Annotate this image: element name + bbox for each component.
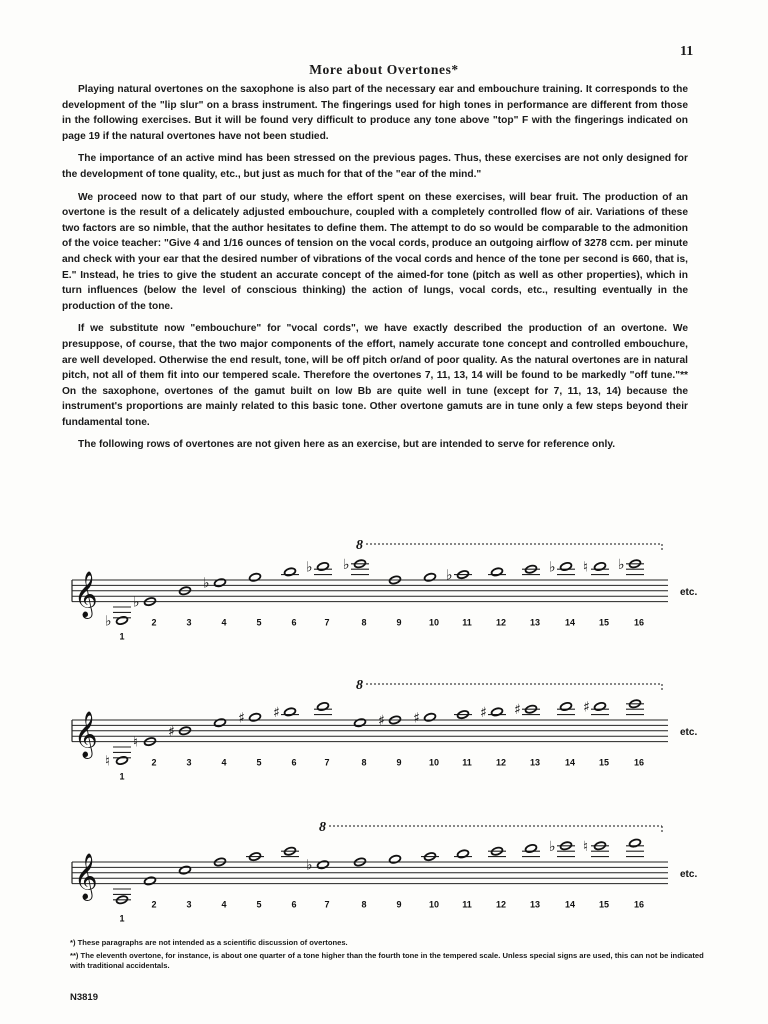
overtone-number: 14: [564, 899, 576, 910]
overtone-number: 9: [396, 899, 402, 910]
overtone-staff-3: [60, 814, 740, 924]
overtone-number: 7: [324, 899, 330, 910]
overtone-number: 16: [633, 899, 645, 910]
whole-note: [317, 562, 330, 572]
overtone-number: 11: [462, 899, 472, 910]
overtone-number: 11: [462, 617, 472, 628]
overtone-number: 8: [361, 757, 367, 768]
overtone-number: 10: [428, 617, 440, 628]
overtone-number: 16: [633, 617, 645, 628]
overtone-number: 11: [462, 757, 472, 768]
overtone-number: 2: [151, 617, 157, 628]
accidental-sharp-icon: ♯: [273, 704, 280, 721]
overtone-number: 12: [495, 617, 507, 628]
overtone-number: 2: [151, 899, 157, 910]
paragraph-2: The importance of an active mind has been stressed on the previous pages. Thus, these exercises are not only designed for the development of tone quality, etc., but just as much for that of the "ear of the mind.": [62, 153, 688, 180]
overtone-number: 15: [598, 899, 610, 910]
body-text: [62, 82, 688, 460]
overtone-number: 7: [324, 757, 330, 768]
accidental-sharp-icon: ♯: [583, 699, 590, 716]
accidental-natural-icon: ♮: [133, 734, 139, 751]
whole-note: [629, 838, 642, 848]
catalog-code: N3819: [70, 992, 98, 1003]
accidental-sharp-icon: ♯: [480, 704, 487, 721]
overtone-number: 10: [428, 757, 440, 768]
overtone-number: 8: [361, 617, 367, 628]
overtone-number: 5: [256, 899, 262, 910]
accidental-flat-icon: ♭: [105, 613, 112, 630]
overtone-number: 6: [291, 899, 297, 910]
whole-note: [249, 712, 262, 722]
overtone-staff-2: [60, 672, 740, 782]
accidental-sharp-icon: ♯: [514, 702, 521, 719]
ottava-marking: 8: [356, 678, 363, 693]
whole-note: [389, 854, 402, 864]
whole-note: [525, 844, 538, 854]
overtone-number: 4: [221, 617, 227, 628]
etc-label: etc.: [680, 726, 698, 738]
whole-note: [116, 756, 129, 766]
whole-note: [284, 567, 297, 577]
overtone-number: 13: [529, 757, 541, 768]
overtone-number: 15: [598, 617, 610, 628]
accidental-flat-icon: ♭: [306, 559, 313, 576]
overtone-number: 5: [256, 757, 262, 768]
accidental-sharp-icon: ♯: [168, 723, 175, 740]
whole-note: [594, 702, 607, 712]
overtone-number: 3: [186, 617, 192, 628]
accidental-sharp-icon: ♯: [238, 710, 245, 727]
overtone-number: 1: [119, 771, 125, 782]
whole-note: [424, 712, 437, 722]
overtone-number: 12: [495, 757, 507, 768]
overtone-number: 1: [119, 913, 125, 924]
whole-note: [491, 567, 504, 577]
whole-note: [424, 572, 437, 582]
overtone-number: 8: [361, 899, 367, 910]
overtone-number: 6: [291, 757, 297, 768]
accidental-flat-icon: ♭: [446, 567, 453, 584]
accidental-sharp-icon: ♯: [378, 713, 385, 729]
paragraph-1: Playing natural overtones on the saxophone is also part of the necessary ear and embouchure training. It corresponds to the development of the "lip slur" on a brass instrument. The fingerings used for high tones in performance are different from those in the following exercises. But it will be found very difficult to produce any tone above "top" F with the fingerings indicated on page 19 if the natural overtones have not been studied.: [62, 84, 688, 142]
treble-clef-icon: 𝄞: [74, 711, 98, 758]
overtone-number: 9: [396, 617, 402, 628]
etc-label: etc.: [680, 586, 698, 598]
whole-note: [354, 718, 367, 728]
overtone-number: 1: [119, 631, 125, 642]
overtone-number: 3: [186, 899, 192, 910]
ottava-marking: 8: [319, 820, 326, 835]
overtone-number: 14: [564, 617, 576, 628]
overtone-number: 16: [633, 757, 645, 768]
whole-note: [317, 702, 330, 712]
treble-clef-icon: 𝄞: [74, 571, 98, 618]
overtone-number: 2: [151, 757, 157, 768]
paragraph-3: We proceed now to that part of our study, where the effort spent on these exercises, will bear fruit. The production of an overtone is the result of a delicately adjusted embouchure, coupled with a completely controlled flow of air. Variations of these two factors are so nimble, that the author hesitates to define them. The attempt to do so would be comparable to the admonition of the voice teacher: "Give 4 and 1/16 ounces of tension on the vocal cords, produce an outgoing airflow of 3278 ccm. per minute and check with your ear that the desired number of vibrations of the vocal cords and hence of the tone per second is 660, that is, E." Instead, he tries to give the student an accurate concept of the aimed-for tone (pitch as well as other properties), which in turn influences (below the level of conscious thinking) the action of lungs, vocal cords, etc., resulting eventually in the production of the tone.: [62, 191, 688, 312]
accidental-flat-icon: ♭: [549, 559, 556, 576]
whole-note: [317, 860, 330, 870]
overtone-number: 4: [221, 757, 227, 768]
overtone-staff-1: [60, 532, 740, 642]
overtone-number: 4: [221, 899, 227, 910]
accidental-natural-icon: ♮: [583, 559, 589, 576]
overtone-number: 12: [495, 899, 507, 910]
accidental-natural-icon: ♮: [583, 838, 589, 855]
accidental-flat-icon: ♭: [618, 556, 625, 573]
whole-note: [560, 562, 573, 572]
overtone-number: 10: [428, 899, 440, 910]
staff-svg-3: [60, 814, 740, 924]
overtone-number: 3: [186, 757, 192, 768]
whole-note: [214, 578, 227, 588]
footnote-2: **) The eleventh overtone, for instance, is about one quarter of a tone higher than the fourth tone in the tempered scale. Unless special signs are used, this can not be indicated with traditional accidentals.: [70, 950, 704, 970]
paragraph-4: If we substitute now "embouchure" for "vocal cords", we have exactly described the production of an overtone. We presuppose, of course, that the two major components of the effort, namely accurate tone concept and controlled embouchure, are well developed. Otherwise the end result, tone, will be off pitch or/and of poor quality. As the natural overtones are in natural pitch, not all of them fit into our tempered scale. Therefore the overtones 7, 11, 13, 14 will be found to be markedly "off tune."** On the saxophone, overtones of the gamut built on low Bb are quite well in tune (except for 7, 11, 13, 14) because the instrument's proportions are mainly related to this basic tone. Other overtone gamuts are in tune only a few steps beyond their fundamental tone.: [62, 323, 688, 428]
accidental-natural-icon: ♮: [105, 753, 111, 770]
etc-label: etc.: [680, 868, 698, 880]
accidental-flat-icon: ♭: [203, 575, 210, 592]
whole-note: [560, 702, 573, 712]
overtone-number: 13: [529, 617, 541, 628]
treble-clef-icon: 𝄞: [74, 853, 98, 900]
accidental-flat-icon: ♭: [343, 556, 350, 573]
accidental-flat-icon: ♭: [549, 838, 556, 855]
whole-note: [214, 718, 227, 728]
accidental-sharp-icon: ♯: [413, 710, 420, 727]
whole-note: [144, 876, 157, 886]
overtone-number: 13: [529, 899, 541, 910]
whole-note: [249, 572, 262, 582]
whole-note: [179, 865, 192, 875]
whole-note: [491, 707, 504, 717]
staff-svg-2: [60, 672, 740, 782]
overtone-number: 9: [396, 757, 402, 768]
whole-note: [284, 707, 297, 717]
overtone-number: 6: [291, 617, 297, 628]
overtone-number: 15: [598, 757, 610, 768]
whole-note: [116, 616, 129, 626]
overtone-number: 5: [256, 617, 262, 628]
accidental-flat-icon: ♭: [306, 857, 313, 874]
staff-svg-1: [60, 532, 740, 642]
whole-note: [594, 562, 607, 572]
overtone-number: 14: [564, 757, 576, 768]
overtone-number: 7: [324, 617, 330, 628]
accidental-flat-icon: ♭: [133, 594, 140, 611]
paragraph-5: The following rows of overtones are not given here as an exercise, but are intended to serve for reference only.: [78, 439, 616, 451]
page-title: More about Overtones*: [309, 62, 459, 77]
whole-note: [457, 849, 470, 859]
footnote-1: *) These paragraphs are not intended as a scientific discussion of overtones.: [70, 938, 348, 947]
ottava-marking: 8: [356, 538, 363, 553]
footnotes: [70, 938, 710, 974]
page-number: 11: [680, 44, 694, 59]
